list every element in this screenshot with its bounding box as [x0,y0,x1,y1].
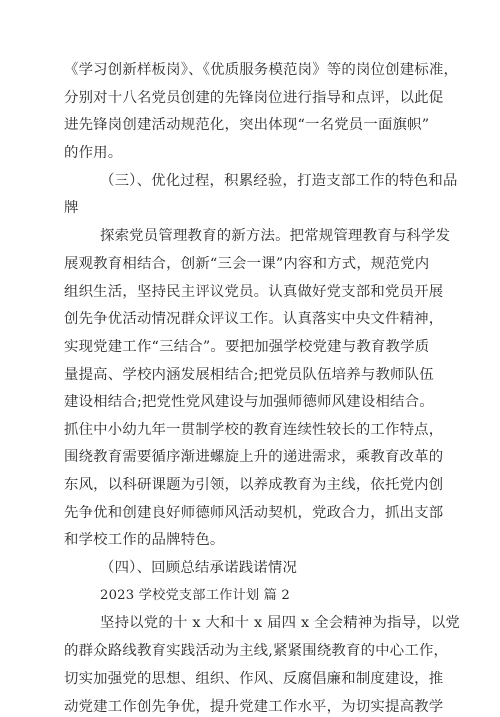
subtitle: 2023 学校党支部工作计划 篇 2 [100,588,291,603]
text-line: 抓住中小幼九年一贯制学校的教育连续性较长的工作特点， [64,422,444,438]
text-line: 的群众路线教育实践活动为主线,紧紧围绕教育的中心工作， [64,643,449,659]
text-line: 围绕教育需要循序渐进螺旋上升的递进需求，乘教育改革的 [64,449,444,465]
text-line: 的作用。 [64,145,123,161]
section-heading: （三）、优化过程，积累经验，打造支部工作的特色和品 [100,173,458,189]
section-heading-continued: 牌 [64,200,79,216]
text-line: 先争优和创建良好师德师风活动契机，党政合力，抓出支部 [64,505,444,521]
text-line: 坚持以党的十 x 大和十 x 届四 x 全会精神为指导，以党 [100,615,460,631]
text-line: 创先争优活动情况群众评议工作。认真落实中央文件精神， [64,311,444,327]
text-line: 进先锋岗创建活动规范化，突出体现“一名党员一面旗帜” [64,117,430,133]
text-line: 东风，以科研课题为引领，以养成教育为主线，依托党内创 [64,477,444,493]
text-line: 展观教育相结合，创新“三会一课”内容和方式，规范党内 [64,256,430,272]
text-line: 探索党员管理教育的新方法。把常规管理教育与科学发 [100,228,451,244]
text-line: 和学校工作的品牌特色。 [64,532,225,548]
text-line: 切实加强党的思想、组织、作风、反腐倡廉和制度建设，推 [64,671,444,687]
text-line: 分别对十八名党员创建的先锋岗位进行指导和点评，以此促 [64,90,444,106]
text-line: 组织生活，坚持民主评议党员。认真做好党支部和党员开展 [64,284,444,300]
text-line: 量提高、学校内涵发展相结合;把党员队伍培养与教师队伍 [64,367,434,383]
text-line: 《学习创新样板岗》、《优质服务模范岗》等的岗位创建标准， [64,62,459,78]
text-line: 建设相结合;把党性党风建设与加强师德师风建设相结合。 [64,394,434,410]
text-line: 动党建工作创先争优，提升党建工作水平，为切实提高教学 [64,699,444,715]
section-heading: （四）、回顾总结承诺践诺情况 [100,560,298,576]
text-line: 实现党建工作“三结合”。要把加强学校党建与教育教学质 [64,339,430,355]
